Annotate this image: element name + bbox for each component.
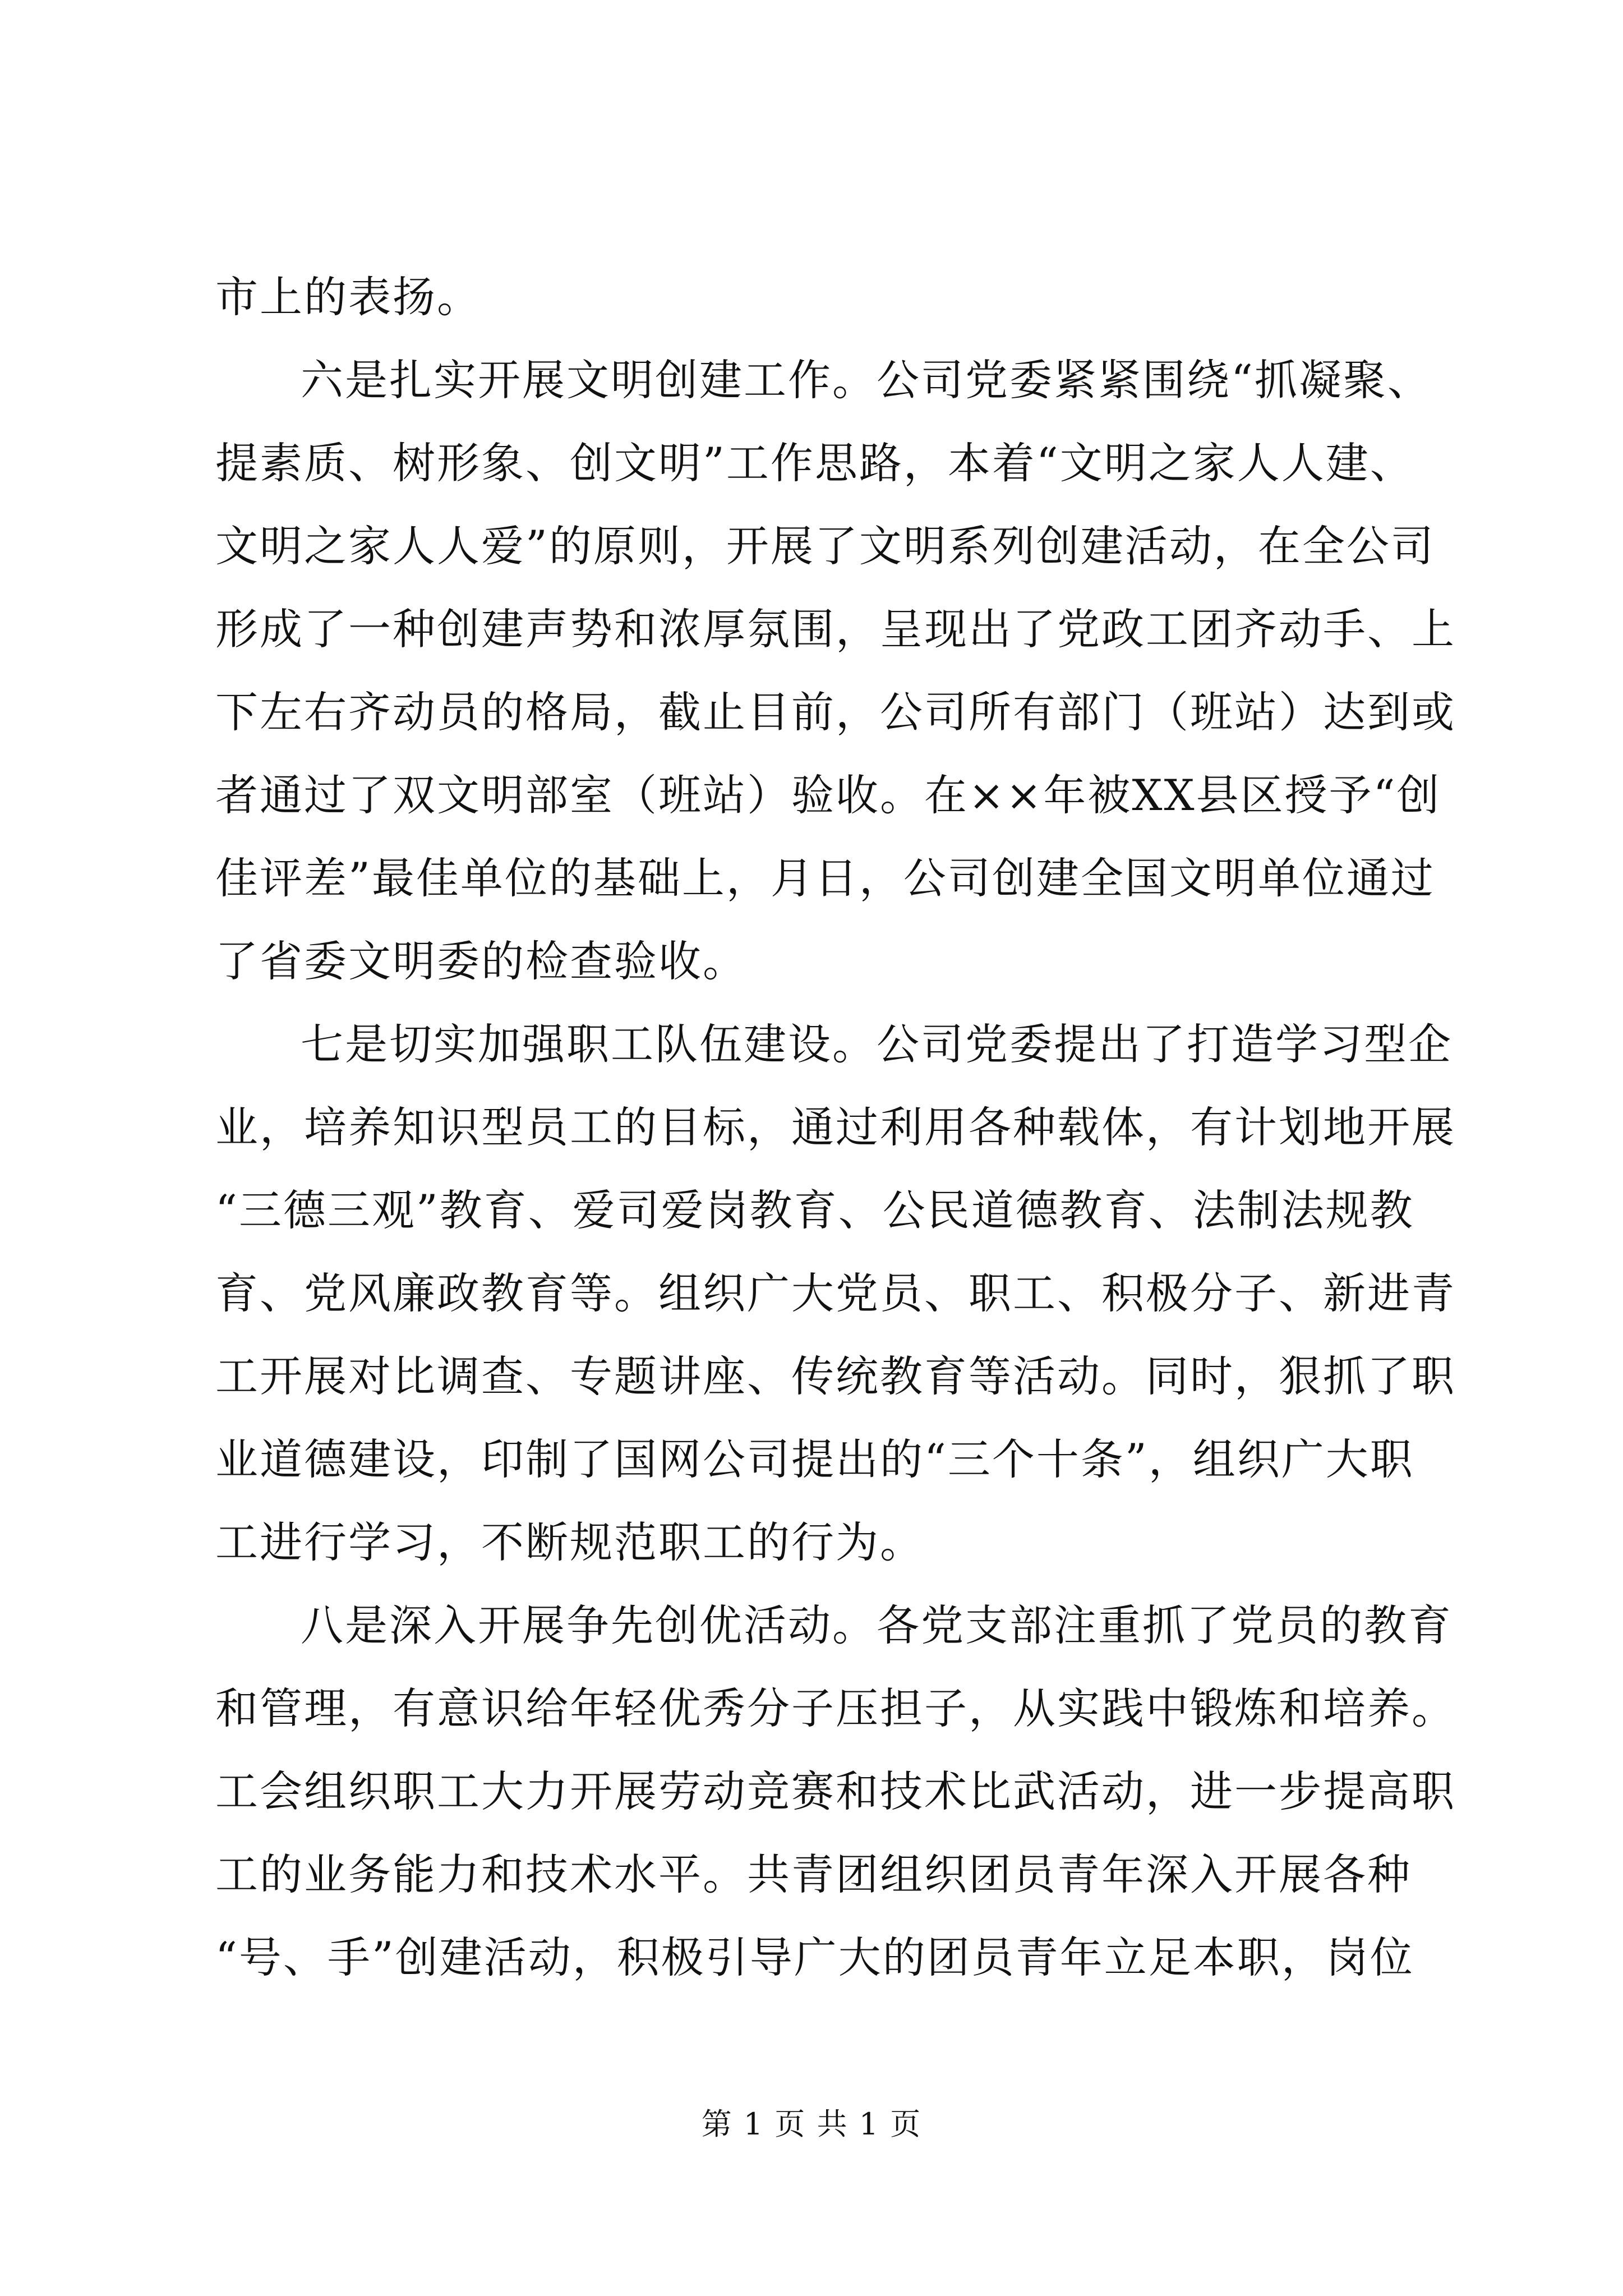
text-line: 七是切实加强职工队伍建设。公司党委提出了打造学习型企 <box>301 1019 1453 1069</box>
text-line: 文明之家人人爱”的原则，开展了文明系列创建活动，在全公司 <box>215 521 1435 571</box>
page-number-footer: 第 1 页 共 1 页 <box>701 2106 922 2142</box>
text-line: 工会组织职工大力开展劳动竞赛和技术比武活动，进一步提高职 <box>215 1766 1456 1816</box>
text-line: “号、手”创建活动，积极引导广大的团员青年立足本职，岗位 <box>215 1932 1414 1982</box>
text-line: 业，培养知识型员工的目标，通过利用各种载体，有计划地开展 <box>215 1102 1456 1152</box>
text-line: 下左右齐动员的格局，截止目前，公司所有部门（班站）达到或 <box>215 687 1456 737</box>
text-line: 者通过了双文明部室（班站）验收。在××年被XX县区授予“创 <box>215 770 1441 820</box>
text-line: 工的业务能力和技术水平。共青团组织团员青年深入开展各种 <box>215 1849 1412 1899</box>
text-line: 八是深入开展争先创优活动。各党支部注重抓了党员的教育 <box>301 1600 1453 1650</box>
text-line: 和管理，有意识给年轻优秀分子压担子，从实践中锻炼和培养。 <box>215 1683 1456 1733</box>
text-line: 育、党风廉政教育等。组织广大党员、职工、积极分子、新进青 <box>215 1268 1456 1318</box>
text-line: 市上的表扬。 <box>215 272 481 322</box>
text-line: 了省委文明委的检查验收。 <box>215 936 747 986</box>
text-line: 六是扎实开展文明创建工作。公司党委紧紧围绕“抓凝聚、 <box>301 355 1432 405</box>
document-body <box>215 256 1456 1999</box>
text-line: “三德三观”教育、爱司爱岗教育、公民道德教育、法制法规教 <box>215 1185 1414 1235</box>
text-line: 形成了一种创建声势和浓厚氛围，呈现出了党政工团齐动手、上 <box>215 604 1456 654</box>
text-line: 业道德建设，印制了国网公司提出的“三个十条”，组织广大职 <box>215 1434 1414 1484</box>
text-line: 佳评差”最佳单位的基础上，月日，公司创建全国文明单位通过 <box>215 853 1435 903</box>
text-line: 提素质、树形象、创文明”工作思路，本着“文明之家人人建、 <box>215 438 1414 488</box>
text-line: 工开展对比调查、专题讲座、传统教育等活动。同时，狠抓了职 <box>215 1351 1456 1401</box>
text-line: 工进行学习，不断规范职工的行为。 <box>215 1517 924 1567</box>
